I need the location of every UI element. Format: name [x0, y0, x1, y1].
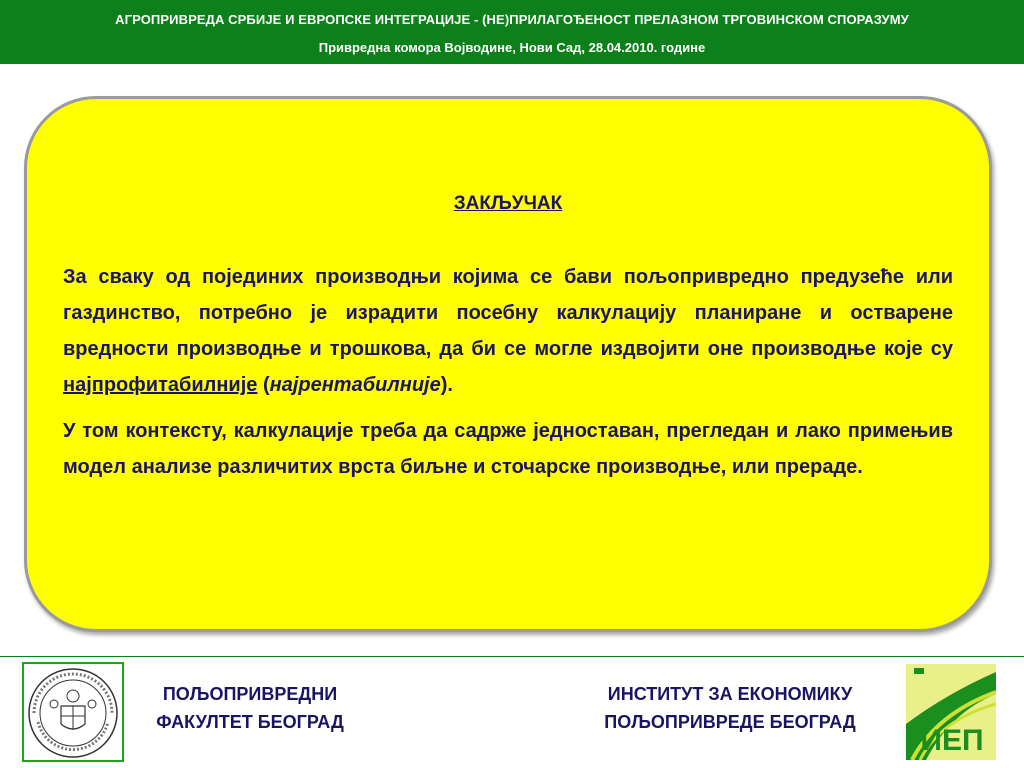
- paren-close: ).: [440, 374, 453, 396]
- presentation-title: АГРОПРИВРЕДА СРБИЈЕ И ЕВРОПСКЕ ИНТЕГРАЦИЈЕ - (НЕ)ПРИЛАГОЂЕНОСТ ПРЕЛАЗНОМ ТРГОВИНСКОМ СПОРАЗУМУ: [115, 12, 909, 27]
- iep-logo-text: ИЕП: [920, 724, 984, 757]
- paragraph-1: [63, 259, 953, 403]
- faculty-name-line1: ПОЉОПРИВРЕДНИ: [162, 684, 338, 704]
- faculty-name-line2: ФАКУЛТЕТ БЕОГРАД: [156, 712, 344, 732]
- header-bar: [0, 0, 1024, 64]
- institute-name-line1: ИНСТИТУТ ЗА ЕКОНОМИКУ: [607, 684, 853, 704]
- institute-name-line2: ПОЉОПРИВРЕДЕ БЕОГРАД: [604, 712, 856, 732]
- paren-open: (: [257, 374, 270, 396]
- italic-term: најрентабилније: [269, 374, 441, 396]
- iep-logo-icon: [906, 664, 996, 760]
- paragraph-2: У том контексту, калкулације треба да садрже једноставан, прегледан и лако примењив модел анализе различитих врста биљне и сточарске производње, или прераде.: [63, 420, 953, 478]
- underlined-term: најпрофитабилније: [63, 374, 258, 396]
- conclusion-card: [24, 96, 992, 632]
- presentation-subtitle: Привредна комора Војводине, Нови Сад, 28.04.2010. године: [318, 40, 706, 55]
- footer-divider: [0, 656, 1024, 657]
- institute-name: [560, 680, 900, 736]
- faculty-seal-icon: [22, 662, 124, 762]
- faculty-name: [130, 680, 370, 736]
- conclusion-body: [63, 259, 953, 485]
- paragraph-1-text: За сваку од појединих производњи којима се бави пољопривредно предузеће или газдинство, потребно је израдити посебну калкулацију планиране и остварене вредности производње и трошкова, да би се могле издвојити оне производње које су: [63, 266, 953, 360]
- conclusion-heading: ЗАКЉУЧАК: [453, 193, 563, 214]
